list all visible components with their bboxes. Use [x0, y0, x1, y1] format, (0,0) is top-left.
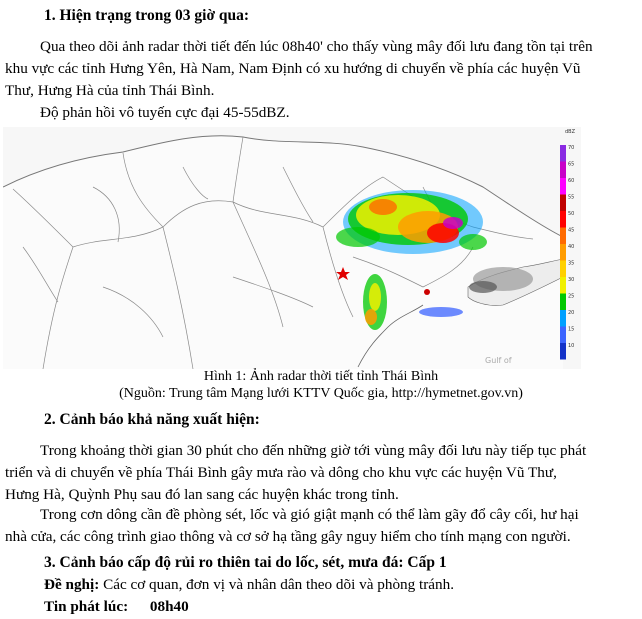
dbz-unit-label: dBZ	[565, 129, 576, 135]
recommendation	[44, 574, 454, 596]
dbz-tick-label: 25	[568, 293, 575, 300]
section2-para1-line3: Hưng Hà, Quỳnh Phụ sau đó lan sang các huyện khác trong tỉnh.	[5, 486, 399, 503]
dbz-tick-label: 70	[568, 145, 575, 151]
dbz-swatch	[560, 327, 566, 344]
dbz-swatch	[560, 145, 566, 162]
dbz-tick-label: 60	[568, 178, 575, 184]
section2-para2-line2: nhà cửa, các công trình giao thông và cơ sở hạ tầng gây nguy hiểm cho tính mạng con người.	[5, 528, 571, 545]
dbz-tick-label: 50	[568, 211, 575, 217]
dbz-tick-label: 10	[568, 343, 575, 349]
dbz-swatch	[560, 310, 566, 327]
dbz-tick-label: 65	[568, 161, 575, 168]
section2-para1-line2: triển và di chuyển về phía Thái Bình gây mưa rào và dông cho khu vực các huyện Vũ Thư,	[5, 464, 557, 481]
recommend-label: Đề nghị:	[44, 576, 100, 593]
figure-caption: Hình 1: Ảnh radar thời tiết tỉnh Thái Bình	[203, 369, 439, 384]
dbz-tick-label: 40	[568, 244, 575, 250]
issued-label: Tin phát lúc:	[44, 598, 129, 615]
section2-para1-line1: Trong khoảng thời gian 30 phút cho đến những giờ tới vùng mây đối lưu này tiếp tục phát	[40, 442, 587, 459]
radar-map	[3, 127, 581, 369]
issued-time: 08h40	[149, 598, 189, 615]
dbz-swatch	[560, 343, 566, 360]
dbz-swatch	[560, 178, 566, 195]
dbz-swatch	[560, 277, 566, 294]
recommend-text: Các cơ quan, đơn vị và nhân dân theo dõi và phòng tránh.	[103, 576, 455, 593]
dbz-tick-label: 15	[568, 326, 575, 333]
section1-para1-line1: Qua theo dõi ảnh radar thời tiết đến lúc 08h40' cho thấy vùng mây đối lưu đang tồn tại trên	[40, 38, 593, 55]
dbz-swatch	[560, 211, 566, 228]
section2-para2-line1: Trong cơn dông cần đề phòng sét, lốc và gió giật mạnh có thể làm gãy đổ cây cối, hư hại	[40, 506, 579, 523]
section1-heading: 1. Hiện trạng trong 03 giờ qua:	[44, 7, 250, 24]
dbz-tick-label: 30	[568, 277, 575, 283]
dbz-tick-label: 35	[568, 260, 575, 267]
figure-source: (Nguồn: Trung tâm Mạng lưới KTTV Quốc gia, http://hymetnet.gov.vn)	[119, 386, 523, 401]
section3-heading: 3. Cảnh báo cấp độ rủi ro thiên tai do lốc, sét, mưa đá: Cấp 1	[44, 554, 447, 571]
dbz-swatch	[560, 195, 566, 212]
section1-para1-line2: khu vực các tỉnh Hưng Yên, Hà Nam, Nam Định có xu hướng di chuyển về phía các huyện Vũ	[5, 60, 581, 77]
issued-time-line	[44, 596, 189, 618]
dbz-tick-label: 45	[568, 227, 575, 234]
radar-map-figure	[3, 127, 581, 369]
map-watermark: Gulf of	[485, 356, 512, 365]
dbz-swatch	[560, 261, 566, 278]
location-marker-icon	[424, 289, 430, 295]
dbz-swatch	[560, 162, 566, 179]
section1-para1-line3: Thư, Hưng Hà của tỉnh Thái Bình.	[5, 82, 215, 99]
dbz-swatch	[560, 228, 566, 245]
section2-heading: 2. Cảnh báo khả năng xuất hiện:	[44, 411, 260, 428]
dbz-tick-label: 20	[568, 310, 575, 316]
dbz-tick-label: 55	[568, 194, 575, 201]
dbz-swatch	[560, 294, 566, 311]
dbz-swatch	[560, 244, 566, 261]
section1-para2: Độ phản hồi vô tuyến cực đại 45-55dBZ.	[40, 104, 290, 121]
